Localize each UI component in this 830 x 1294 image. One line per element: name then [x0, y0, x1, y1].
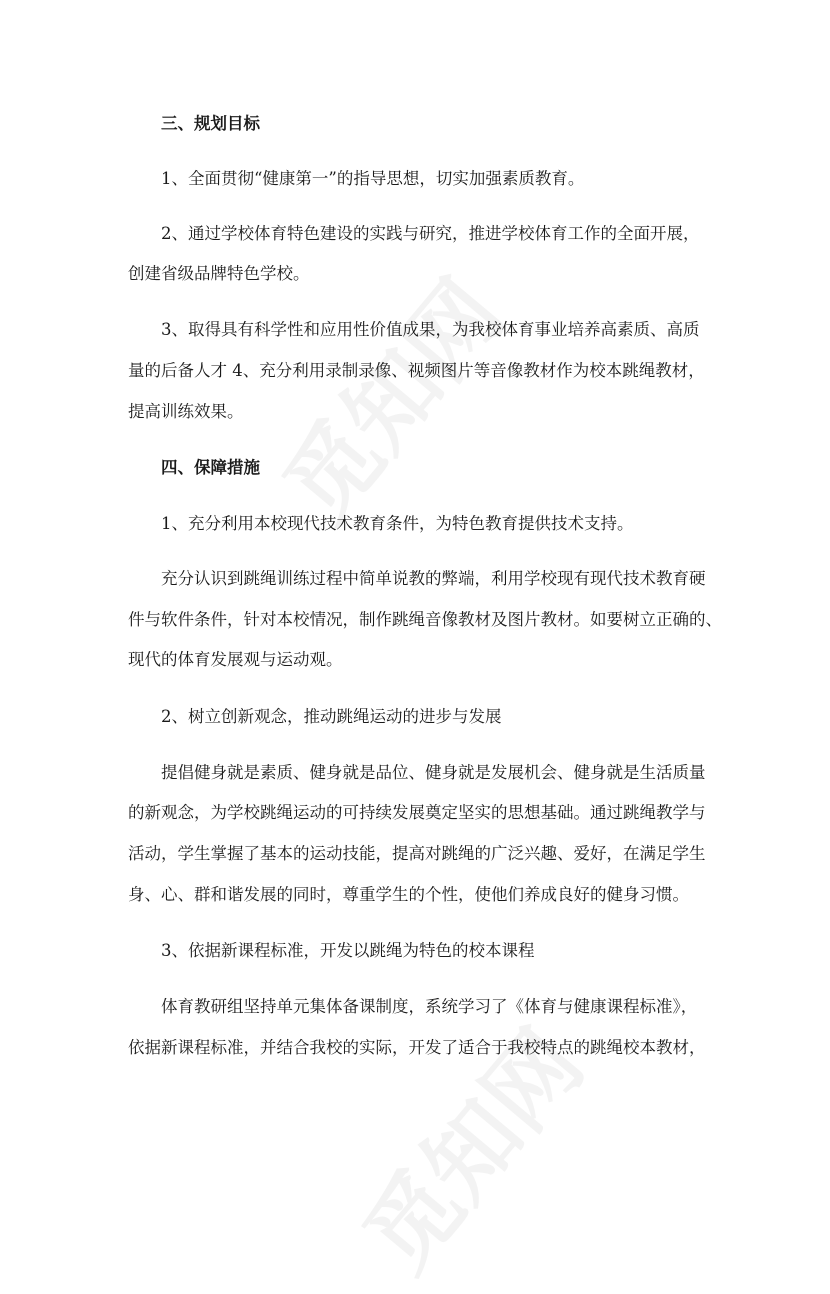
paragraph-line: 2、通过学校体育特色建设的实践与研究，推进学校体育工作的全面开展，	[161, 224, 700, 243]
paragraph-line: 身、心、群和谐发展的同时，尊重学生的个性，使他们养成良好的健身习惯。	[128, 885, 689, 904]
section-heading-measures: 四、保障措施	[161, 458, 260, 477]
paragraph-line: 创建省级品牌特色学校。	[128, 264, 310, 283]
paragraph-line: 量的后备人才 4、充分利用录制录像、视频图片等音像教材作为校本跳绳教材，	[128, 361, 705, 380]
paragraph-line: 3、依据新课程标准，开发以跳绳为特色的校本课程	[161, 941, 535, 960]
paragraph-line: 提高训练效果。	[128, 402, 244, 421]
paragraph-line: 提倡健身就是素质、健身就是品位、健身就是发展机会、健身就是生活质量	[161, 763, 706, 782]
paragraph-line: 的新观念，为学校跳绳运动的可持续发展奠定坚实的思想基础。通过跳绳教学与	[128, 803, 706, 822]
paragraph-line: 1、全面贯彻“健康第一”的指导思想，切实加强素质教育。	[161, 169, 585, 188]
paragraph-line: 充分认识到跳绳训练过程中简单说教的弊端，利用学校现有现代技术教育硬	[161, 569, 706, 588]
section-heading-goals: 三、规划目标	[161, 114, 260, 133]
paragraph-line: 件与软件条件，针对本校情况，制作跳绳音像教材及图片教材。如要树立正确的、	[128, 610, 722, 629]
paragraph-line: 2、树立创新观念，推动跳绳运动的进步与发展	[161, 707, 502, 726]
paragraph-line: 3、取得具有科学性和应用性价值成果，为我校体育事业培养高素质、高质	[161, 320, 700, 339]
paragraph-line: 依据新课程标准，并结合我校的实际，开发了适合于我校特点的跳绳校本教材，	[128, 1038, 706, 1057]
paragraph-line: 体育教研组坚持单元集体备课制度，系统学习了《体育与健康课程标准》，	[161, 997, 698, 1016]
paragraph-line: 现代的体育发展观与运动观。	[128, 650, 343, 669]
paragraph-line: 1、充分利用本校现代技术教育条件，为特色教育提供技术支持。	[161, 514, 634, 533]
watermark	[249, 248, 528, 544]
paragraph-line: 活动，学生掌握了基本的运动技能，提高对跳绳的广泛兴趣、爱好，在满足学生	[128, 844, 706, 863]
